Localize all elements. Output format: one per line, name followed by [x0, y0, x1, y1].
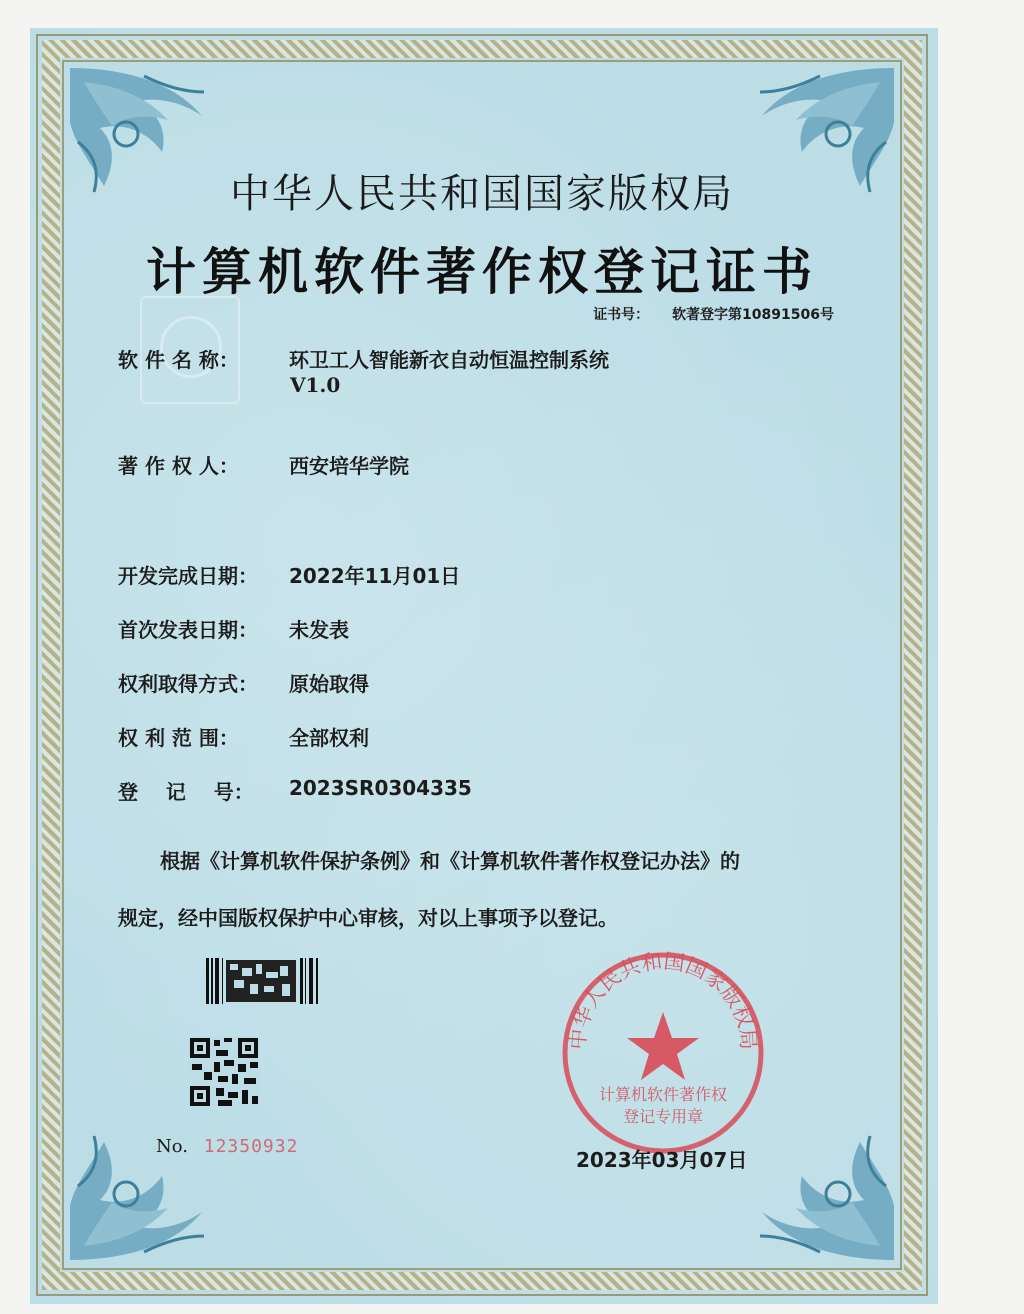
field-value: 未发表	[288, 618, 349, 642]
barcode-icon	[206, 958, 322, 1004]
certificate-number-label: 证书号：	[593, 307, 650, 323]
field-value: 环卫工人智能新衣自动恒温控制系统	[288, 348, 609, 372]
certificate-number-value: 软著登字第10891506号	[672, 307, 834, 323]
qr-code-icon	[188, 1036, 260, 1108]
field-value: 原始取得	[288, 672, 369, 696]
field-value: 2023SR0304335	[288, 776, 472, 800]
field-copyright-owner	[118, 450, 409, 479]
field-label: 权 利 范 围：	[118, 726, 239, 750]
field-label: 登 记 号：	[118, 780, 254, 804]
field-acquisition-method	[118, 668, 369, 697]
field-value-version: V1.0	[290, 373, 341, 397]
field-label: 软 件 名 称：	[118, 348, 239, 372]
seal-line-2: 登记专用章	[622, 1107, 704, 1126]
field-value: 2022年11月01日	[288, 564, 461, 588]
field-first-publication-date	[118, 614, 349, 643]
corner-ornament-bottom-right	[750, 1126, 900, 1266]
serial-number-value: 12350932	[203, 1136, 299, 1157]
serial-number	[156, 1136, 298, 1157]
certificate-title: 计算机软件著作权登记证书	[146, 242, 818, 301]
seal-ring-text: 中华人民共和国国家版权局	[565, 950, 761, 1051]
serial-number-label: No.	[156, 1136, 188, 1157]
issuing-authority-title: 中华人民共和国国家版权局	[230, 171, 734, 217]
field-registration-number	[118, 776, 472, 805]
statement-line-1: 根据《计算机软件保护条例》和《计算机软件著作权登记办法》的	[160, 849, 740, 873]
official-seal-icon	[560, 950, 766, 1156]
seal-line-1: 计算机软件著作权	[598, 1085, 728, 1104]
field-label: 著 作 权 人：	[118, 454, 239, 478]
field-software-name	[118, 344, 609, 397]
field-rights-scope	[118, 722, 369, 751]
field-development-date	[118, 560, 460, 589]
field-label: 首次发表日期：	[118, 618, 258, 642]
field-value: 西安培华学院	[288, 454, 409, 478]
field-label: 权利取得方式：	[118, 672, 258, 696]
certificate-number	[593, 304, 834, 324]
field-label: 开发完成日期：	[118, 564, 258, 588]
field-value: 全部权利	[288, 726, 369, 750]
issue-date: 2023年03月07日	[576, 1148, 748, 1172]
statement-line-2: 规定，经中国版权保护中心审核，对以上事项予以登记。	[118, 906, 618, 930]
